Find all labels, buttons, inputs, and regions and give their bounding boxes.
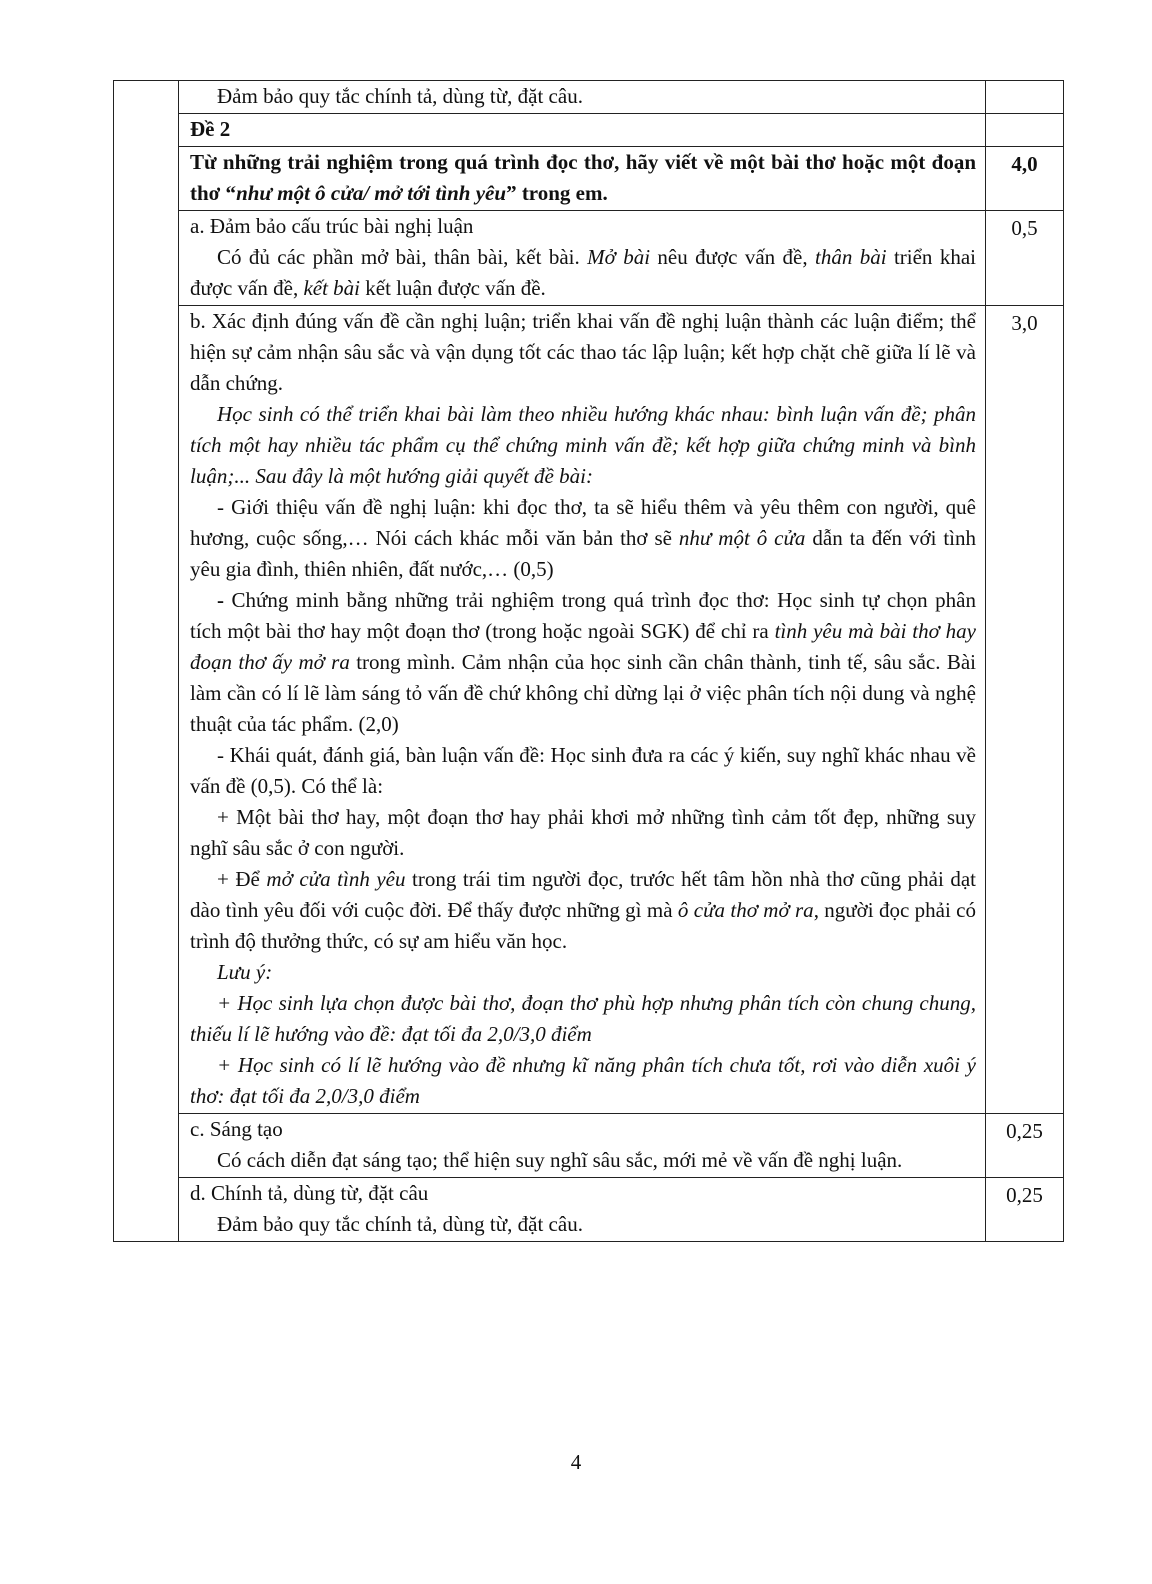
text-span: kết luận được vấn đề. [360, 276, 546, 300]
index-cell [114, 81, 179, 1242]
criterion-text: Đảm bảo quy tắc chính tả, dùng từ, đặt câu. [217, 1212, 583, 1236]
page-number: 4 [570, 1450, 582, 1474]
text-span: ô cửa thơ mở ra [677, 898, 814, 922]
text-span: trong mình. Cảm nhận của học sinh cần chân thành, tinh tế, sâu sắc. Bài làm cần có lí lẽ làm sáng tỏ vấn đề chứ không chỉ dừng lại ở việc phân tích nội dung và nghệ thuật của tác phẩm. (2,0) [190, 650, 976, 736]
score-cell [986, 81, 1064, 114]
table-row [114, 306, 1064, 1114]
content-cell [179, 1178, 986, 1242]
sub-point [190, 864, 976, 957]
content-cell [179, 306, 986, 1114]
score-cell [986, 306, 1064, 1114]
text-span: mở cửa tình yêu [266, 867, 406, 891]
question-quote: như một ô cửa/ mở tới tình yêu [236, 181, 507, 205]
table-row [114, 81, 1064, 114]
text-span: dẫn ta đến với tình yêu gia đình, thiên nhiên, đất nước,… (0,5) [190, 526, 977, 581]
criterion-title: a. Đảm bảo cấu trúc bài nghị luận [190, 214, 474, 238]
sub-point: + Một bài thơ hay, một đoạn thơ hay phải khơi mở những tình cảm tốt đẹp, những suy nghĩ sâu sắc ở con người. [190, 805, 976, 860]
text-span: - Giới thiệu vấn đề nghị luận: khi đọc thơ, ta sẽ hiểu thêm và yêu thêm con người, quê hương, cuộc sống,… Nói cách khác mỗi văn bản thơ sẽ [190, 495, 976, 550]
question-part: Từ những trải nghiệm trong quá trình đọc thơ, hãy viết về một bài thơ hoặc một đoạn thơ “ [190, 150, 976, 205]
criterion-text [190, 242, 976, 304]
text-span: tình yêu mà bài thơ hay đoạn thơ ấy mở ra [190, 619, 976, 674]
content-cell [179, 211, 986, 306]
score-cell [986, 147, 1064, 211]
content-cell [179, 147, 986, 211]
table-row [114, 1114, 1064, 1178]
text-span: triển khai được vấn đề, [190, 245, 976, 300]
text-span: Có đủ các phần mở bài, thân bài, kết bài. [217, 245, 588, 269]
score-cell [986, 1178, 1064, 1242]
table-row [114, 211, 1064, 306]
table-row [114, 114, 1064, 147]
note-item: + Học sinh có lí lẽ hướng vào đề nhưng kĩ năng phân tích chưa tốt, rơi vào diễn xuôi ý thơ: đạt tối đa 2,0/3,0 điểm [190, 1053, 976, 1108]
criterion-title: c. Sáng tạo [190, 1117, 283, 1141]
text-span: + Để [217, 867, 267, 891]
grading-table [113, 80, 1064, 1242]
table-row [114, 147, 1064, 211]
content-cell [179, 81, 986, 114]
exam-heading: Đề 2 [190, 117, 231, 141]
text-span: trong trái tim người đọc, trước hết tâm hồn nhà thơ cũng phải dạt dào tình yêu đối với cuộc đời. Để thấy được những gì mà [190, 867, 976, 922]
text-span: Chứng minh bằng những trải nghiệm trong quá trình đọc thơ: Học sinh tự chọn phân tích một bài thơ hay một đoạn thơ (trong hoặc ngoài SGK) để chỉ ra [190, 588, 976, 643]
score-cell [986, 114, 1064, 147]
score-value: 0,5 [1011, 216, 1038, 240]
criterion-title: b. Xác định đúng vấn đề cần nghị luận; triển khai vấn đề nghị luận thành các luận điểm; thể hiện sự cảm nhận sâu sắc và vận dụng tốt các thao tác lập luận; kết hợp chặt chẽ giữa lí lẽ và dẫn chứng. [190, 309, 976, 395]
question-part: ” trong em. [506, 181, 608, 205]
point-intro [190, 492, 976, 585]
question-text [190, 147, 976, 209]
text-span: thân bài [815, 245, 887, 269]
criterion-text: Đảm bảo quy tắc chính tả, dùng từ, đặt câu. [217, 84, 583, 108]
score-value: 4,0 [1011, 152, 1038, 176]
point-evaluation: - Khái quát, đánh giá, bàn luận vấn đề: Học sinh đưa ra các ý kiến, suy nghĩ khác nhau về vấn đề (0,5). Có thể là: [190, 743, 976, 798]
text-span: kết bài [303, 276, 361, 300]
criterion-title: d. Chính tả, dùng từ, đặt câu [190, 1181, 429, 1205]
score-cell [986, 1114, 1064, 1178]
table-row [114, 1178, 1064, 1242]
content-cell [179, 1114, 986, 1178]
note-label: Lưu ý: [217, 960, 273, 984]
point-proof [190, 585, 976, 740]
score-cell [986, 211, 1064, 306]
note-item: + Học sinh lựa chọn được bài thơ, đoạn thơ phù hợp nhưng phân tích còn chung chung, thiếu lí lẽ hướng vào đề: đạt tối đa 2,0/3,0 điểm [190, 991, 976, 1046]
criterion-text: Có cách diễn đạt sáng tạo; thể hiện suy nghĩ sâu sắc, mới mẻ về vấn đề nghị luận. [217, 1148, 903, 1172]
guidance-text: Học sinh có thể triển khai bài làm theo nhiều hướng khác nhau: bình luận vấn đề; phân tích một hay nhiều tác phẩm cụ thể chứng minh vấn đề; kết hợp giữa chứng minh và bình luận;... Sau đây là một hướng giải quyết đề bài: [190, 402, 976, 488]
score-value: 0,25 [1006, 1119, 1043, 1143]
text-span: Mở bài [587, 245, 651, 269]
text-span: - [217, 588, 224, 612]
score-value: 3,0 [1011, 311, 1038, 335]
text-span: nêu được vấn đề, [650, 245, 815, 269]
text-span: như một ô cửa [678, 526, 806, 550]
score-value: 0,25 [1006, 1183, 1043, 1207]
content-cell [179, 114, 986, 147]
text-span: , người đọc phải có trình độ thưởng thức, có sự am hiểu văn học. [190, 898, 976, 953]
